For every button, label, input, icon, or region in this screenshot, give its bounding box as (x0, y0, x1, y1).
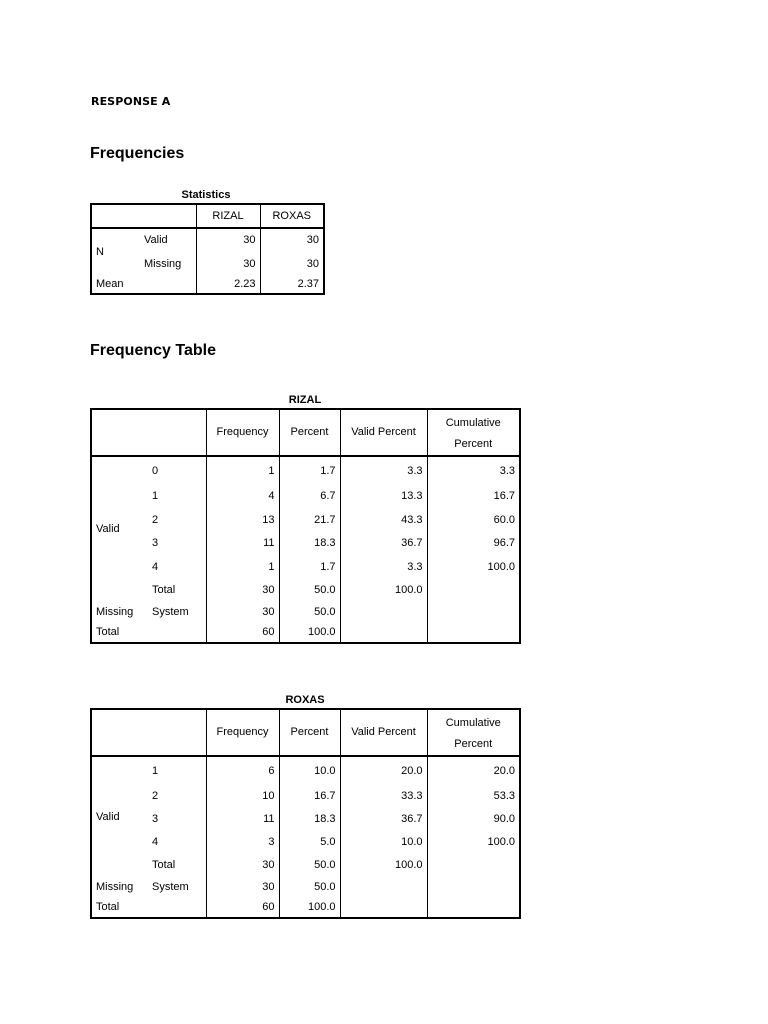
statistics-mean-label: Mean (96, 278, 124, 290)
roxas-valid-percent-cell: 100.0 (340, 854, 427, 877)
roxas-percent-cell: 18.3 (279, 808, 340, 831)
rizal-body (91, 456, 520, 643)
rizal-valid-percent-cell: 3.3 (340, 456, 427, 485)
table-row (91, 456, 520, 485)
roxas-header-frequency: Frequency (206, 709, 279, 756)
statistics-row-valid (91, 228, 324, 252)
table-row (91, 785, 520, 808)
roxas-header-row (91, 709, 520, 756)
rizal-frequency-cell: 13 (206, 508, 279, 532)
rizal-cumulative-percent-cell: 96.7 (427, 532, 520, 555)
table-row (91, 508, 520, 532)
roxas-frequency-cell: 3 (206, 831, 279, 854)
rizal-percent-cell: 18.3 (279, 532, 340, 555)
roxas-valid-percent-cell (340, 898, 427, 918)
roxas-row-label: Total (152, 859, 176, 871)
statistics-caption: Statistics (181, 189, 231, 201)
roxas-cumulative-percent-cell: 53.3 (427, 785, 520, 808)
table-row (91, 602, 520, 623)
rizal-total-label: Total (96, 626, 120, 638)
roxas-body (91, 756, 520, 918)
rizal-frequency-cell: 1 (206, 555, 279, 579)
rizal-caption: RIZAL (288, 394, 322, 406)
roxas-header-cumulative-percent: Cumulative Percent (427, 709, 520, 756)
table-row (91, 579, 520, 602)
rizal-header-percent: Percent (279, 409, 340, 456)
roxas-frequency-cell: 6 (206, 756, 279, 785)
rizal-percent-cell: 6.7 (279, 485, 340, 508)
rizal-cumulative-percent-cell: 16.7 (427, 485, 520, 508)
roxas-valid-percent-cell: 20.0 (340, 756, 427, 785)
roxas-cumulative-percent-cell: 90.0 (427, 808, 520, 831)
roxas-percent-cell: 10.0 (279, 756, 340, 785)
rizal-cumulative-percent-cell: 3.3 (427, 456, 520, 485)
frequency-table-heading: Frequency Table (90, 342, 216, 359)
roxas-frequency-cell: 11 (206, 808, 279, 831)
rizal-cumulative-percent-cell (427, 602, 520, 623)
statistics-corner-cell (91, 204, 196, 228)
rizal-valid-group-label: Valid (96, 523, 120, 535)
rizal-row-label: System (152, 606, 189, 618)
statistics-cell: 2.23 (196, 276, 260, 294)
table-row (91, 877, 520, 898)
rizal-valid-percent-cell (340, 623, 427, 643)
roxas-caption: ROXAS (285, 694, 325, 706)
table-row (91, 756, 520, 785)
rizal-percent-cell: 21.7 (279, 508, 340, 532)
roxas-percent-cell: 50.0 (279, 854, 340, 877)
statistics-col-roxas: ROXAS (260, 204, 324, 228)
rizal-frequency-cell: 4 (206, 485, 279, 508)
statistics-col-rizal: RIZAL (196, 204, 260, 228)
rizal-missing-group-label: Missing (96, 606, 134, 618)
rizal-frequency-cell: 60 (206, 623, 279, 643)
roxas-row-label: 3 (152, 813, 159, 825)
roxas-cumulative-percent-cell (427, 898, 520, 918)
rizal-percent-cell: 100.0 (279, 623, 340, 643)
roxas-cumulative-percent-cell: 100.0 (427, 831, 520, 854)
statistics-cell: 30 (196, 252, 260, 276)
roxas-table (90, 708, 521, 919)
roxas-frequency-cell: 30 (206, 877, 279, 898)
rizal-header-row (91, 409, 520, 456)
roxas-cumulative-percent-cell (427, 877, 520, 898)
rizal-corner-cell (91, 409, 206, 456)
rizal-table (90, 408, 521, 644)
statistics-valid-label: Valid (144, 234, 168, 246)
statistics-table (90, 203, 325, 295)
statistics-cell: 2.37 (260, 276, 324, 294)
rizal-valid-percent-cell: 36.7 (340, 532, 427, 555)
roxas-valid-percent-cell: 36.7 (340, 808, 427, 831)
roxas-corner-cell (91, 709, 206, 756)
table-row (91, 532, 520, 555)
statistics-row-mean (91, 276, 324, 294)
rizal-percent-cell: 50.0 (279, 602, 340, 623)
roxas-row-label: 4 (152, 836, 159, 848)
rizal-valid-percent-cell: 43.3 (340, 508, 427, 532)
roxas-percent-cell: 16.7 (279, 785, 340, 808)
table-row (91, 854, 520, 877)
roxas-percent-cell: 50.0 (279, 877, 340, 898)
rizal-cumulative-percent-cell: 100.0 (427, 555, 520, 579)
rizal-valid-percent-cell (340, 602, 427, 623)
rizal-header-valid-percent: Valid Percent (340, 409, 427, 456)
table-row (91, 898, 520, 918)
rizal-row-label: 4 (152, 560, 159, 573)
roxas-row-label: System (152, 881, 189, 893)
rizal-header-frequency: Frequency (206, 409, 279, 456)
statistics-cell: 30 (260, 228, 324, 252)
rizal-header-cumulative-percent: Cumulative Percent (427, 409, 520, 456)
rizal-frequency-cell: 11 (206, 532, 279, 555)
statistics-cell: 30 (196, 228, 260, 252)
roxas-missing-group-label: Missing (96, 881, 134, 893)
table-row (91, 808, 520, 831)
roxas-cumulative-percent-cell: 20.0 (427, 756, 520, 785)
rizal-frequency-cell: 1 (206, 456, 279, 485)
roxas-percent-cell: 100.0 (279, 898, 340, 918)
roxas-frequency-cell: 30 (206, 854, 279, 877)
roxas-row-label: 1 (152, 764, 159, 777)
rizal-frequency-cell: 30 (206, 579, 279, 602)
roxas-header-valid-percent: Valid Percent (340, 709, 427, 756)
rizal-row-label: 2 (152, 513, 159, 526)
roxas-valid-group-label: Valid (96, 810, 120, 823)
rizal-cumulative-percent-cell: 60.0 (427, 508, 520, 532)
statistics-missing-label: Missing (144, 257, 182, 270)
rizal-row-label: 0 (152, 464, 159, 477)
rizal-cumulative-percent-cell (427, 579, 520, 602)
rizal-row-label: 1 (152, 490, 159, 502)
statistics-header-row (91, 204, 324, 228)
roxas-row-label: 2 (152, 790, 159, 802)
table-row (91, 623, 520, 643)
statistics-n-label: N (96, 246, 104, 258)
rizal-valid-percent-cell: 13.3 (340, 485, 427, 508)
rizal-frequency-cell: 30 (206, 602, 279, 623)
table-row (91, 831, 520, 854)
rizal-row-label: Total (152, 584, 176, 596)
roxas-valid-percent-cell: 33.3 (340, 785, 427, 808)
frequencies-heading: Frequencies (90, 145, 185, 162)
roxas-total-label: Total (96, 901, 120, 913)
roxas-cumulative-percent-cell (427, 854, 520, 877)
roxas-frequency-cell: 60 (206, 898, 279, 918)
rizal-valid-percent-cell: 100.0 (340, 579, 427, 602)
roxas-frequency-cell: 10 (206, 785, 279, 808)
response-label: RESPONSE A (91, 95, 171, 108)
table-row (91, 485, 520, 508)
roxas-valid-percent-cell: 10.0 (340, 831, 427, 854)
rizal-cumulative-percent-cell (427, 623, 520, 643)
table-row (91, 555, 520, 579)
roxas-valid-percent-cell (340, 877, 427, 898)
roxas-percent-cell: 5.0 (279, 831, 340, 854)
rizal-row-label: 3 (152, 537, 159, 549)
rizal-valid-percent-cell: 3.3 (340, 555, 427, 579)
rizal-percent-cell: 50.0 (279, 579, 340, 602)
rizal-percent-cell: 1.7 (279, 456, 340, 485)
statistics-cell: 30 (260, 252, 324, 276)
roxas-header-percent: Percent (279, 709, 340, 756)
rizal-percent-cell: 1.7 (279, 555, 340, 579)
